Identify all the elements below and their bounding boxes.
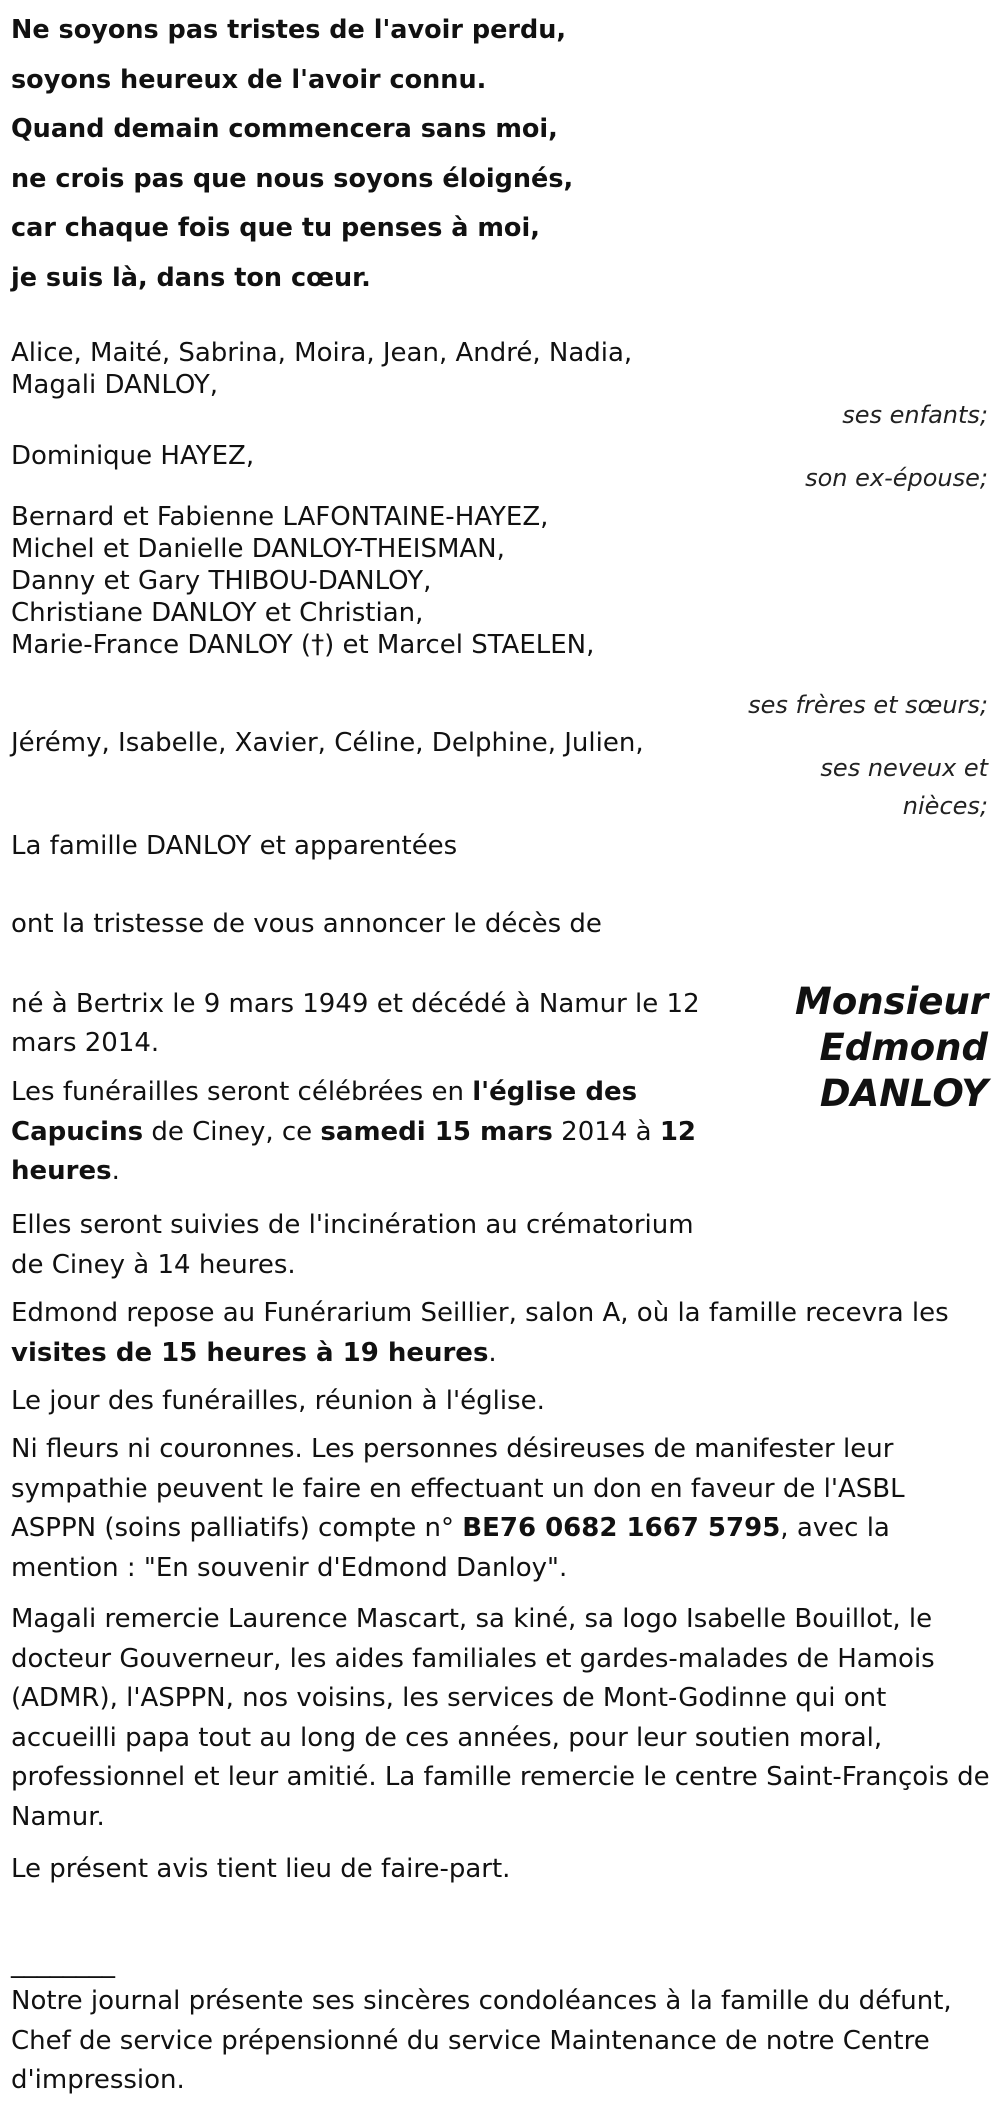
funeral-time: 12 heures (11, 1116, 697, 1186)
exwife-line: Dominique HAYEZ, (11, 441, 255, 471)
sibling-line: Marie-France DANLOY (†) et Marcel STAELEN, (11, 630, 595, 660)
donation-account: BE76 0682 1667 5795 (462, 1513, 781, 1543)
nephews-names (11, 727, 644, 759)
sibling-line: Bernard et Fabienne LAFONTAINE-HAYEZ, (11, 502, 549, 532)
footer-line: Notre journal présente ses sincères condoléances à la famille du défunt, (11, 1986, 952, 2016)
birth-death-dates: né à Bertrix le 9 mars 1949 et décédé à Namur le 12 mars 2014. (11, 989, 700, 1058)
sibling-line: Danny et Gary THIBOU-DANLOY, (11, 566, 432, 596)
funeral-info (11, 1073, 731, 1192)
poem-line: soyons heureux de l'avoir connu. (11, 64, 487, 95)
visits-hours: visites de 15 heures à 19 heures (11, 1337, 489, 1368)
exwife-name (11, 440, 254, 472)
visits-info (11, 1294, 991, 1373)
separator: ________ (11, 1949, 115, 1979)
siblings-names (11, 501, 594, 661)
poem-line: ne crois pas que nous soyons éloignés, (11, 163, 574, 194)
poem-line: Quand demain commencera sans moi, (11, 114, 558, 145)
siblings-role: ses frères et sœurs; (748, 691, 988, 719)
footer-condolences (11, 1982, 991, 2101)
funeral-text: . (111, 1156, 120, 1186)
visits-text: . (488, 1337, 497, 1368)
extended-family-line: La famille DANLOY et apparentées (11, 831, 458, 861)
announcement (11, 908, 602, 940)
children-line: Alice, Maité, Sabrina, Moira, Jean, André, Nadia, (11, 338, 633, 368)
cremation-info: Elles seront suivies de l'incinération au crématorium de Ciney à 14 heures. (11, 1210, 694, 1280)
footer-line: d'impression. (11, 2065, 185, 2095)
donation-text: , avec la mention : "En souvenir d'Edmond Danloy". (11, 1513, 890, 1583)
nephews-role (820, 749, 988, 825)
poem-line: je suis là, dans ton cœur. (11, 262, 371, 293)
children-line: Magali DANLOY, (11, 370, 219, 400)
poem-line: car chaque fois que tu penses à moi, (11, 213, 540, 244)
extended-family (11, 830, 457, 862)
sibling-line: Michel et Danielle DANLOY-THEISMAN, (11, 534, 505, 564)
deceased-name (795, 979, 988, 1117)
exwife-role: son ex-épouse; (805, 464, 988, 492)
funeral-text: Les funérailles seront célébrées en (11, 1077, 473, 1107)
children-role: ses enfants; (842, 401, 988, 429)
deceased-last-name: DANLOY (819, 1072, 988, 1115)
deceased-title: Monsieur (795, 980, 988, 1023)
notice: Le présent avis tient lieu de faire-part. (11, 1854, 511, 1884)
nephews-role-line: ses neveux et (820, 754, 988, 782)
deceased-first-name: Edmond (819, 1026, 988, 1069)
funeral-date: samedi 15 mars (320, 1116, 553, 1147)
church-meeting: Le jour des funérailles, réunion à l'église. (11, 1386, 545, 1416)
nephews-role-line: nièces; (902, 792, 988, 820)
funeral-text: de Ciney, ce (143, 1116, 321, 1147)
poem-line: Ne soyons pas tristes de l'avoir perdu, (11, 15, 567, 45)
visits-text: Edmond repose au Funérarium Seillier, salon A, où la famille recevra les (11, 1298, 949, 1328)
thanks-message: Magali remercie Laurence Mascart, sa kiné, sa logo Isabelle Bouillot, le docteur Gouverneur, les aides familiales et gardes-malades de Hamois (ADMR), l'ASPPN, nos voisins, les services de Mont-Godinne qui ont accueilli papa tout au long de ces années, pour leur soutien moral, professionnel et leur amitié. La famille remercie le centre Saint-François de Namur. (11, 1604, 990, 1832)
funeral-text: 2014 à (552, 1116, 660, 1147)
donation-text: Ni fleurs ni couronnes. Les personnes désireuses de manifester leur sympathie peuvent le faire en effectuant un don en faveur de l'ASBL ASPPN (soins palliatifs) compte n° (11, 1434, 905, 1543)
children-names (11, 337, 632, 401)
donation-info (11, 1430, 991, 1588)
nephews-line: Jérémy, Isabelle, Xavier, Céline, Delphine, Julien, (11, 728, 644, 758)
poem (11, 6, 611, 304)
funeral-location: l'église des Capucins (11, 1077, 638, 1147)
sibling-line: Christiane DANLOY et Christian, (11, 598, 424, 628)
footer-line: Chef de service prépensionné du service Maintenance de notre Centre (11, 2025, 930, 2056)
announcement-line: ont la tristesse de vous annoncer le décès de (11, 909, 602, 939)
